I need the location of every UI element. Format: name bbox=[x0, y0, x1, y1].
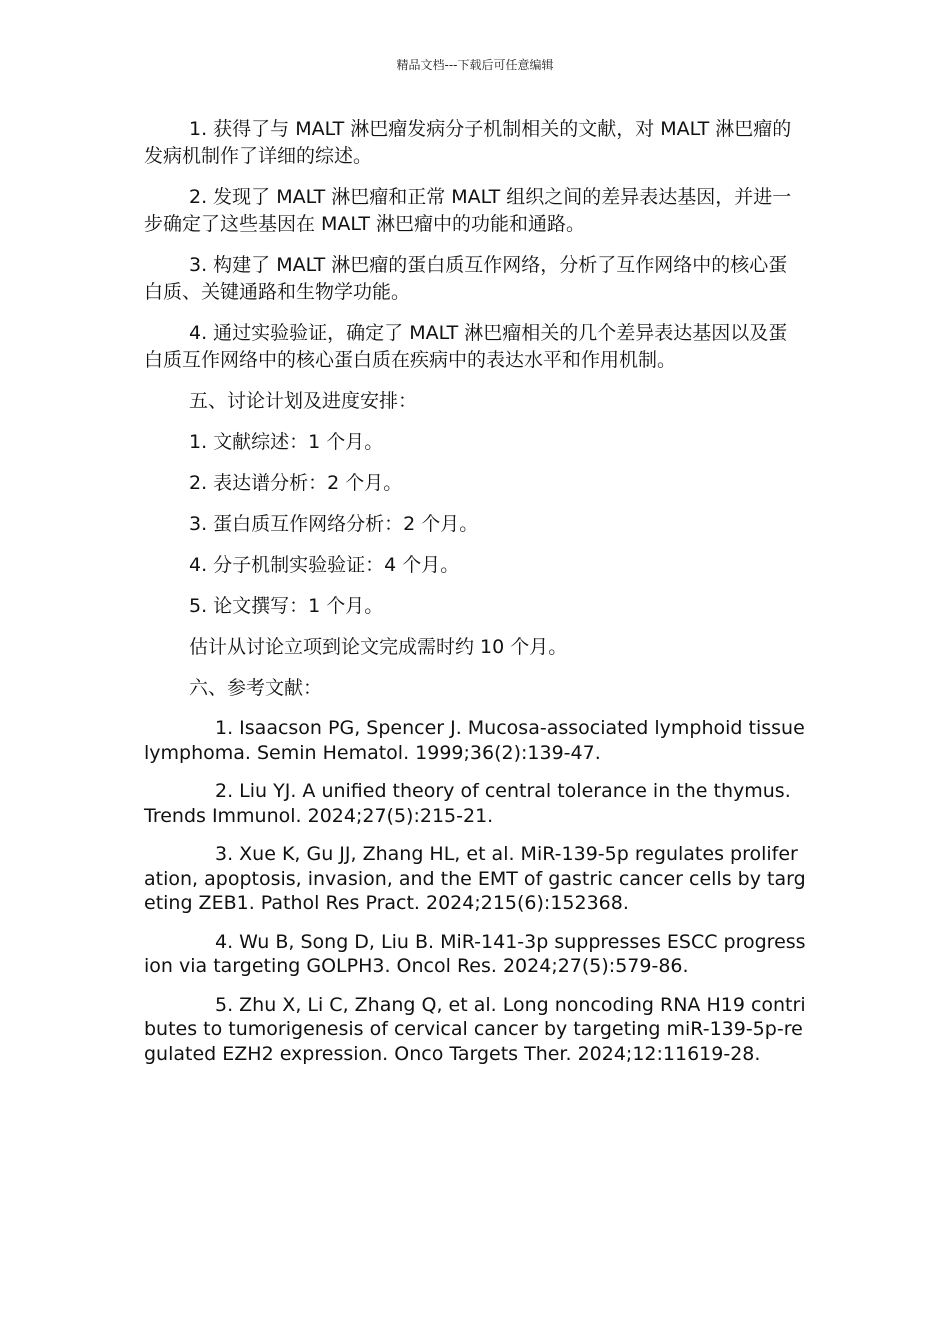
reference-item-2: 2. Liu YJ. A unified theory of central tolerance in the thymus. Trends Immunol. 2024;27(5):215-21. bbox=[144, 780, 791, 827]
reference-item-5: 5. Zhu X, Li C, Zhang Q, et al. Long noncoding RNA H19 contributes to tumorigenesis of cervical cancer by targeting miR-139-5p-regulated EZH2 expression. Onco Targets Ther. 2024;12:11619-28. bbox=[144, 993, 806, 1065]
reference-item-4: 4. Wu B, Song D, Liu B. MiR-141-3p suppresses ESCC progression via targeting GOLPH3. Oncol Res. 2024;27(5):579-86. bbox=[144, 930, 806, 977]
result-item-1: 1. 获得了与 MALT 淋巴瘤发病分子机制相关的文献，对 MALT 淋巴瘤的发病机制作了详细的综述。 bbox=[144, 118, 792, 167]
result-item-4: 4. 通过实验验证，确定了 MALT 淋巴瘤相关的几个差异表达基因以及蛋白质互作网络中的核心蛋白质在疾病中的表达水平和作用机制。 bbox=[144, 322, 788, 371]
schedule-item-5: 5. 论文撰写：1 个月。 bbox=[189, 595, 384, 617]
schedule-heading: 五、讨论计划及进度安排： bbox=[189, 390, 418, 412]
references-heading: 六、参考文献： bbox=[189, 677, 323, 699]
document-body bbox=[144, 116, 806, 1080]
schedule-item-4: 4. 分子机制实验验证：4 个月。 bbox=[189, 554, 460, 576]
reference-item-1: 1. Isaacson PG, Spencer J. Mucosa-associated lymphoid tissue lymphoma. Semin Hematol. 1999;36(2):139-47. bbox=[144, 717, 805, 764]
schedule-item-2: 2. 表达谱分析：2 个月。 bbox=[189, 472, 403, 494]
result-item-2: 2. 发现了 MALT 淋巴瘤和正常 MALT 组织之间的差异表达基因，并进一步确定了这些基因在 MALT 淋巴瘤中的功能和通路。 bbox=[144, 186, 792, 235]
schedule-item-1: 1. 文献综述：1 个月。 bbox=[189, 431, 384, 453]
result-item-3: 3. 构建了 MALT 淋巴瘤的蛋白质互作网络，分析了互作网络中的核心蛋白质、关键通路和生物学功能。 bbox=[144, 254, 788, 303]
schedule-summary: 估计从讨论立项到论文完成需时约 10 个月。 bbox=[189, 636, 568, 658]
page-header: 精品文档---下载后可任意编辑 bbox=[396, 58, 554, 72]
reference-item-3: 3. Xue K, Gu JJ, Zhang HL, et al. MiR-139-5p regulates proliferation, apoptosis, invasion, and the EMT of gastric cancer cells by targeting ZEB1. Pathol Res Pract. 2024;215(6):152368. bbox=[144, 843, 806, 914]
schedule-item-3: 3. 蛋白质互作网络分析：2 个月。 bbox=[189, 513, 479, 535]
